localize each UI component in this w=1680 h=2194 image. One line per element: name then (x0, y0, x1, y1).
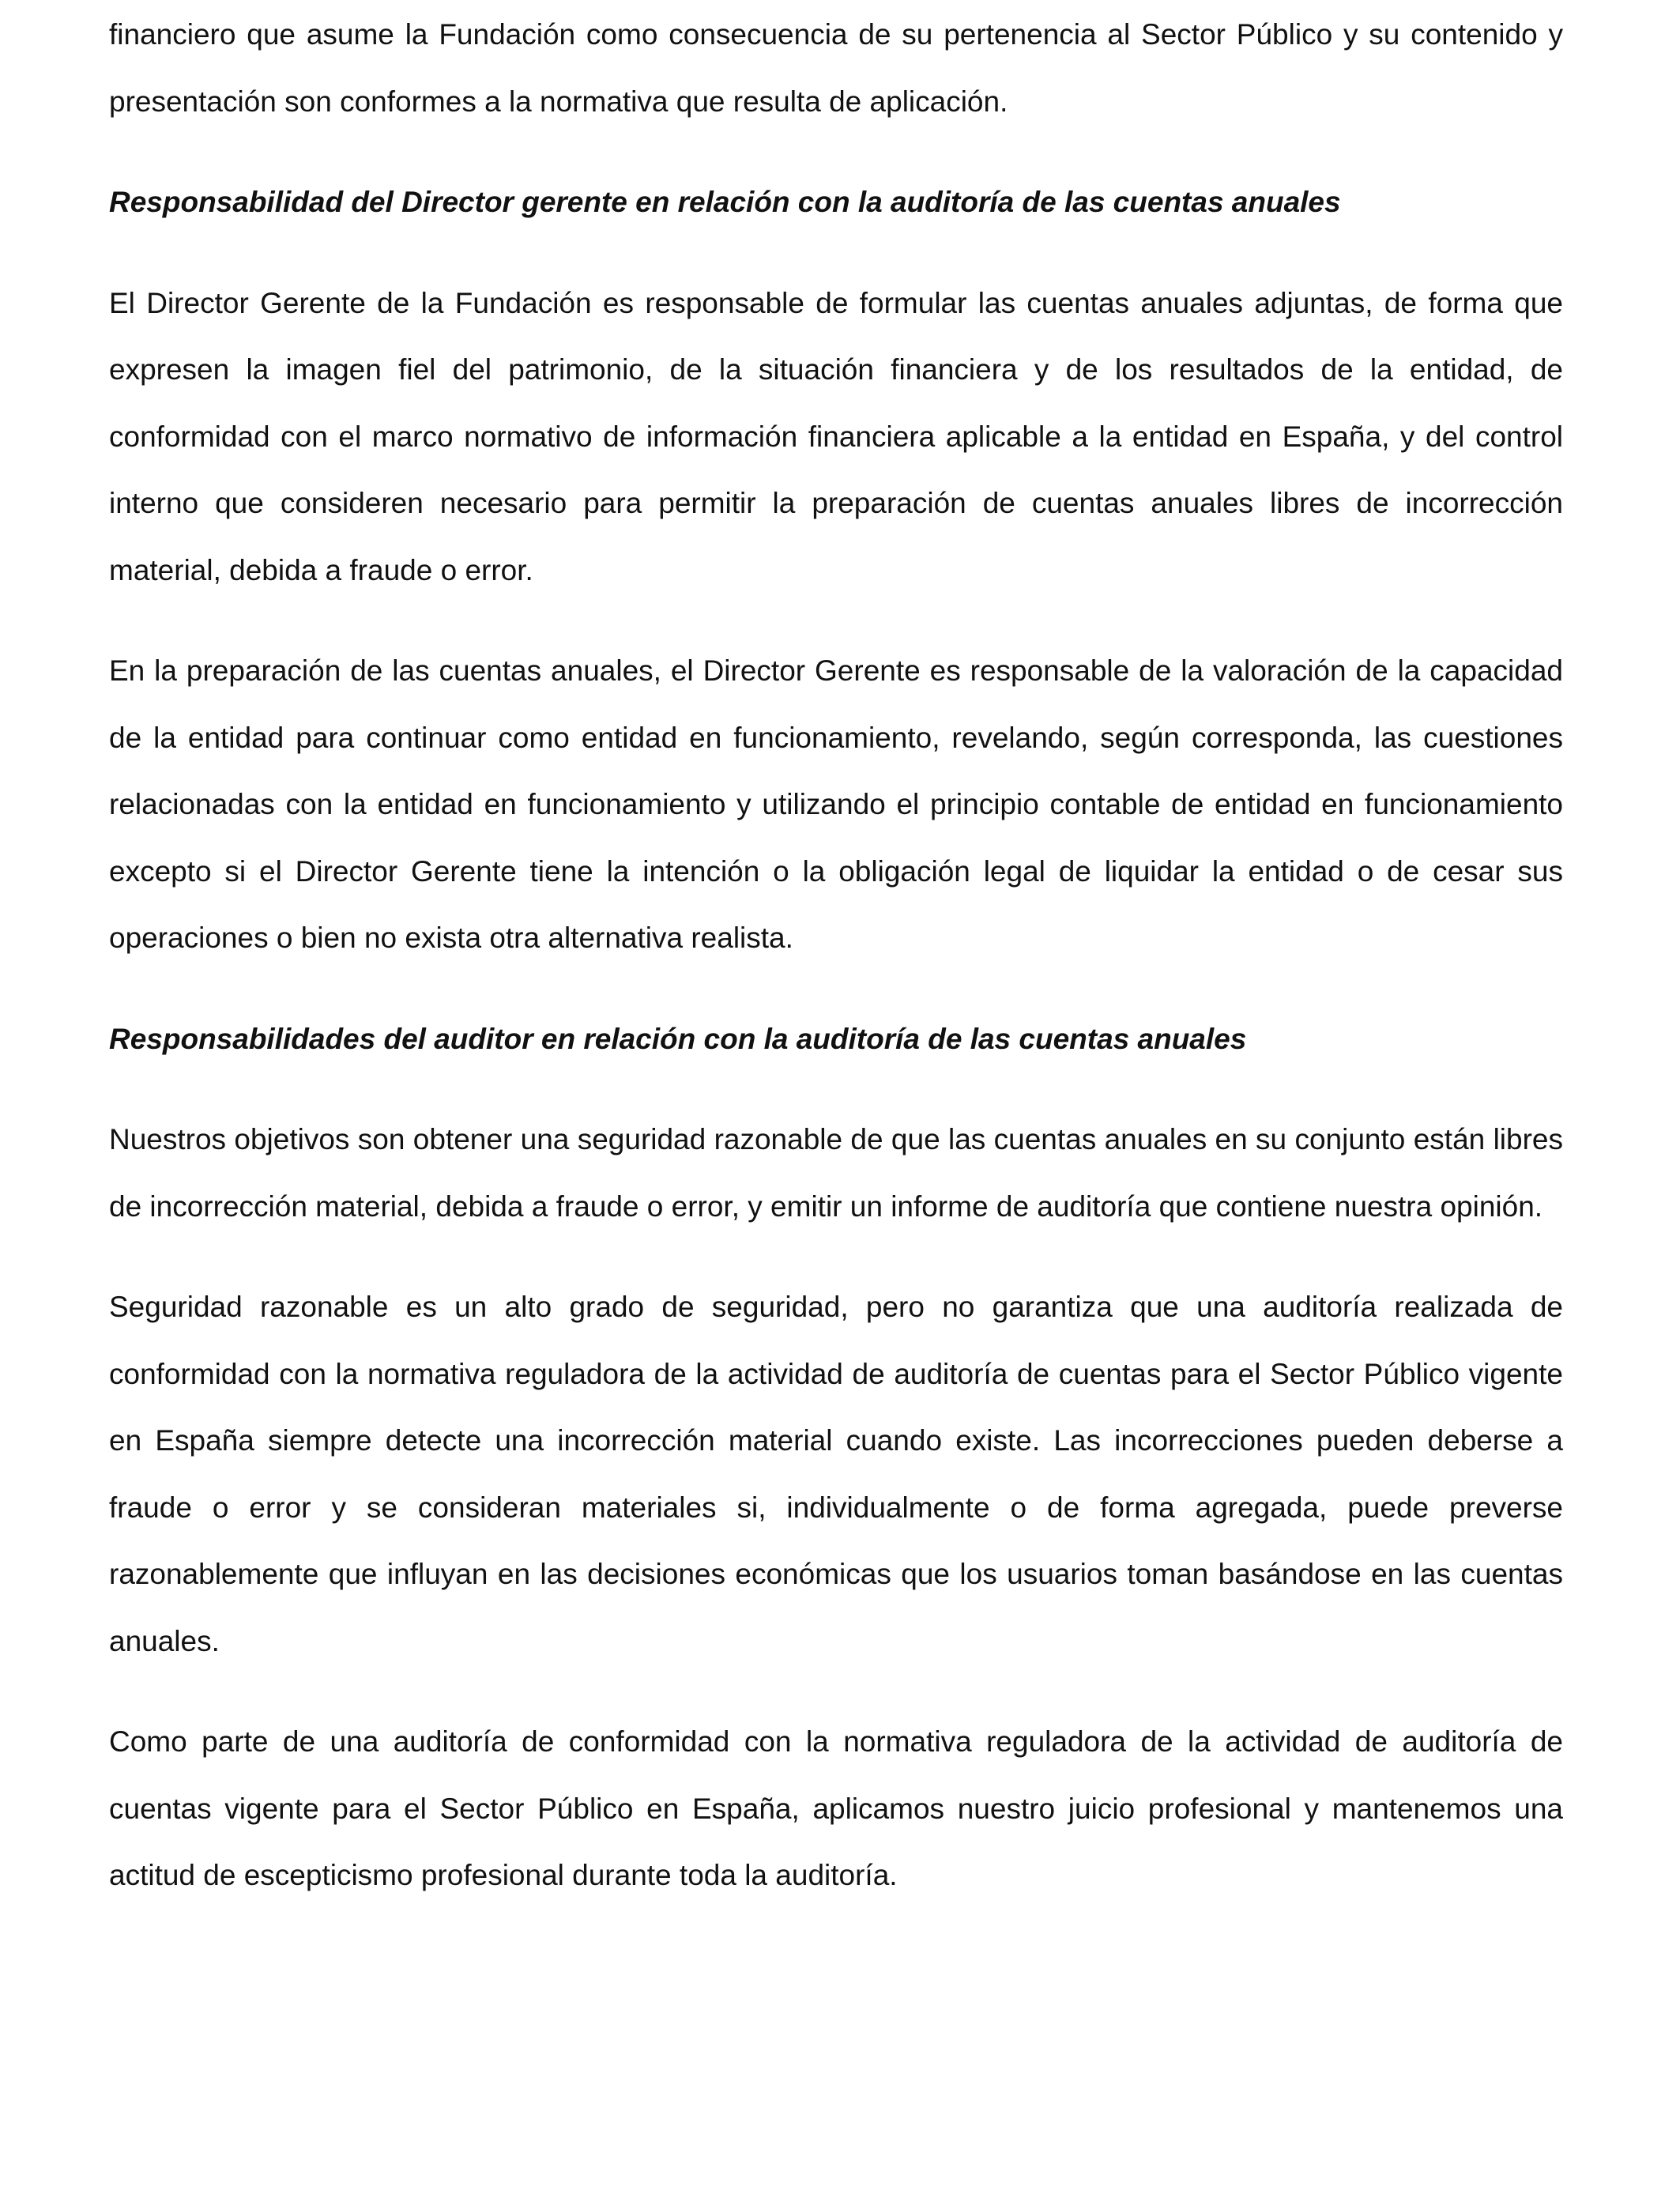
section-heading-auditor-responsibility: Responsabilidades del auditor en relación con la auditoría de las cuentas anuales (109, 1022, 1247, 1055)
section-heading-director-responsibility: Responsabilidad del Director gerente en relación con la auditoría de las cuentas anuales (109, 186, 1341, 218)
paragraph-continuation: financiero que asume la Fundación como consecuencia de su pertenencia al Sector Público y su contenido y presentación son conformes a la normativa que resulta de aplicación. (109, 18, 1563, 118)
paragraph-professional-judgement: Como parte de una auditoría de conformidad con la normativa reguladora de la actividad de auditoría de cuentas vigente para el Sector Público en España, aplicamos nuestro juicio profesional y mantenemos una actitud de escepticismo profesional durante toda la auditoría. (109, 1725, 1563, 1891)
paragraph-reasonable-assurance: Seguridad razonable es un alto grado de seguridad, pero no garantiza que una auditoría realizada de conformidad con la normativa reguladora de la actividad de auditoría de cuentas para el Sector Público vigente en España siempre detecte una incorrección material cuando existe. Las incorrecciones pueden deberse a fraude o error y se consideran materiales si, individualmente o de forma agregada, puede preverse razonablemente que influyan en las decisiones económicas que los usuarios toman basándose en las cuentas anuales. (109, 1291, 1563, 1657)
paragraph-going-concern: En la preparación de las cuentas anuales, el Director Gerente es responsable de la valoración de la capacidad de la entidad para continuar como entidad en funcionamiento, revelando, según corresponda, las cuestiones relacionadas con la entidad en funcionamiento y utilizando el principio contable de entidad en funcionamiento excepto si el Director Gerente tiene la intención o la obligación legal de liquidar la entidad o de cesar sus operaciones o bien no exista otra alternativa realista. (109, 654, 1563, 954)
paragraph-audit-objectives: Nuestros objetivos son obtener una seguridad razonable de que las cuentas anuales en su conjunto están libres de incorrección material, debida a fraude o error, y emitir un informe de auditoría que contiene nuestra opinión. (109, 1123, 1563, 1223)
paragraph-director-formulation: El Director Gerente de la Fundación es responsable de formular las cuentas anuales adjuntas, de forma que expresen la imagen fiel del patrimonio, de la situación financiera y de los resultados de la entidad, de conformidad con el marco normativo de información financiera aplicable a la entidad en España, y del control interno que consideren necesario para permitir la preparación de cuentas anuales libres de incorrección material, debida a fraude o error. (109, 286, 1563, 586)
document-page (109, 0, 1563, 1943)
